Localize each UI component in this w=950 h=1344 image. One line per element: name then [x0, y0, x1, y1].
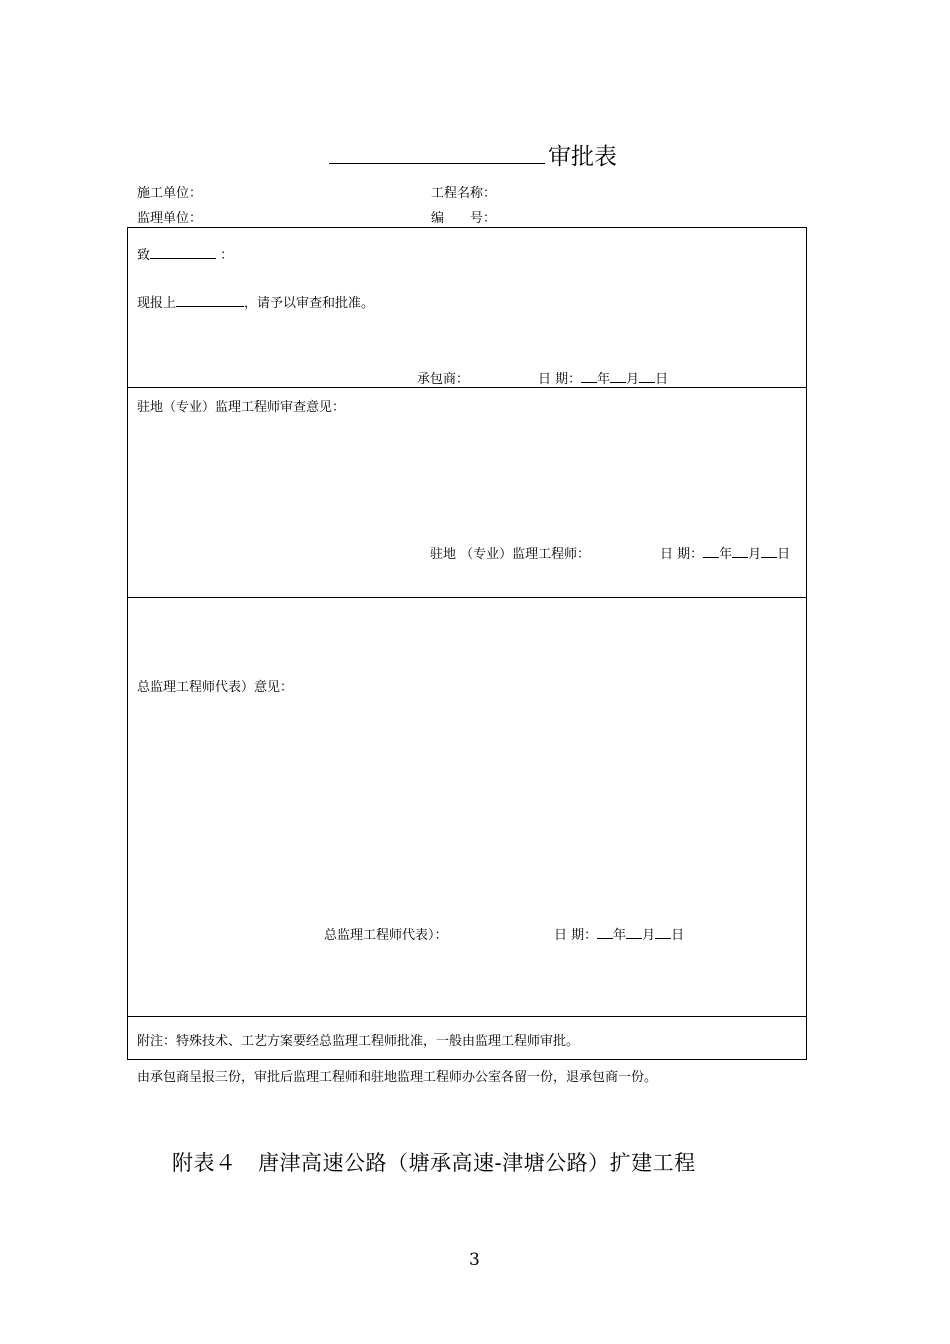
day-label: 日	[655, 372, 669, 387]
contractor-label: 承包商：	[417, 372, 470, 387]
date-line-2	[660, 543, 790, 562]
construction-unit-label: 施工单位：	[137, 186, 203, 201]
year-label: 年	[719, 547, 733, 562]
chief-signer-label: 总监理工程师代表）：	[324, 928, 448, 943]
resident-opinion-label: 驻地（专业）监理工程师审查意见：	[137, 400, 346, 415]
chief-engineer-section	[127, 597, 807, 1017]
month-label: 月	[748, 547, 762, 562]
title-blank-line	[329, 163, 545, 164]
day-label: 日	[671, 928, 685, 943]
year-blank[interactable]	[703, 544, 719, 558]
appendix-title: 附表４ 唐津高速公路（塘承高速-津塘公路）扩建工程	[172, 1151, 696, 1175]
day-blank[interactable]	[655, 925, 671, 939]
addressee-blank[interactable]	[150, 245, 216, 259]
page-number: 3	[469, 1250, 480, 1270]
chief-opinion-label: 总监理工程师代表）意见：	[137, 680, 294, 695]
report-suffix: ，请予以审查和批准。	[244, 296, 375, 311]
submission-section	[127, 227, 807, 388]
date-label: 日 期：	[660, 547, 704, 562]
addressee-line	[137, 244, 233, 263]
year-blank[interactable]	[597, 925, 613, 939]
note-text: 附注：特殊技术、工艺方案要经总监理工程师批准，一般由监理工程师审批。	[137, 1034, 580, 1049]
date-line-1	[538, 368, 668, 387]
month-blank[interactable]	[626, 925, 642, 939]
date-label: 日 期：	[554, 928, 598, 943]
month-blank[interactable]	[610, 369, 626, 383]
year-label: 年	[597, 372, 611, 387]
project-name-label: 工程名称：	[431, 186, 497, 201]
month-blank[interactable]	[732, 544, 748, 558]
date-label: 日 期：	[538, 372, 582, 387]
report-line	[137, 292, 374, 311]
distribution-text: 由承包商呈报三份，审批后监理工程师和驻地监理工程师办公室各留一份，退承包商一份。	[137, 1070, 658, 1085]
report-prefix: 现报上	[137, 296, 177, 311]
day-blank[interactable]	[639, 369, 655, 383]
day-blank[interactable]	[761, 544, 777, 558]
form-title: 审批表	[548, 144, 617, 170]
to-colon: ：	[220, 248, 234, 263]
year-label: 年	[613, 928, 627, 943]
to-label: 致	[137, 248, 151, 263]
resident-engineer-section	[127, 387, 807, 598]
day-label: 日	[777, 547, 791, 562]
year-blank[interactable]	[581, 369, 597, 383]
month-label: 月	[626, 372, 640, 387]
note-section	[127, 1016, 807, 1060]
date-line-3	[554, 924, 684, 943]
number-label: 编 号：	[431, 211, 497, 226]
month-label: 月	[642, 928, 656, 943]
resident-signer-label: 驻地 （专业）监理工程师：	[430, 547, 591, 562]
supervision-unit-label: 监理单位：	[137, 211, 203, 226]
report-item-blank[interactable]	[176, 293, 244, 307]
